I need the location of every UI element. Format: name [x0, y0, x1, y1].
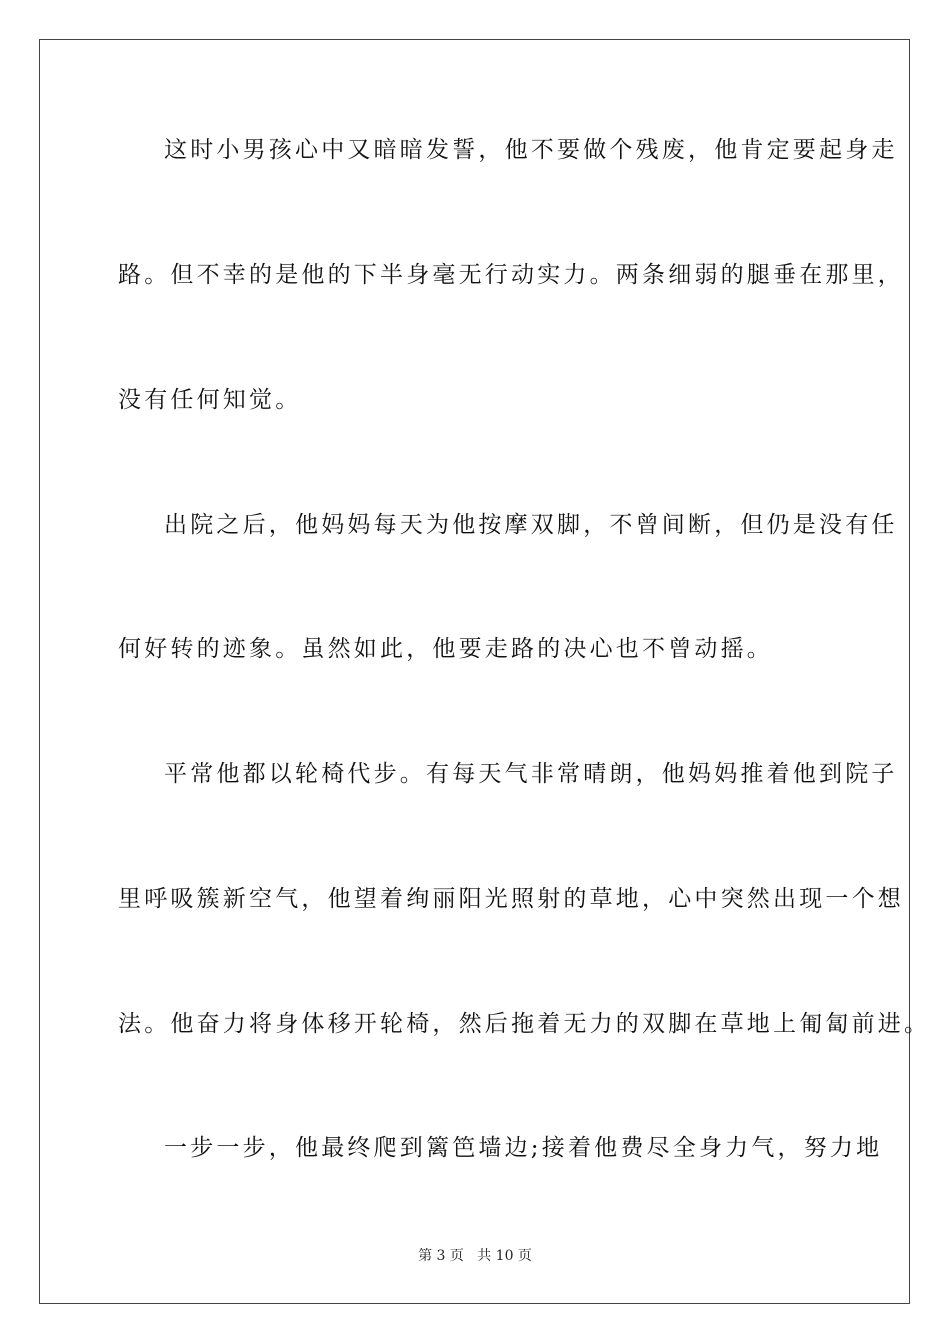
paragraph-3-line-1: 平常他都以轮椅代步。有每天气非常晴朗，他妈妈推着他到院子 — [164, 761, 898, 787]
paragraph-1-line-3: 没有任何知觉。 — [118, 387, 302, 413]
paragraph-3-line-2: 里呼吸簇新空气，他望着绚丽阳光照射的草地，心中突然出现一个想 — [118, 886, 904, 912]
paragraph-2-line-2: 何好转的迹象。虽然如此，他要走路的决心也不曾动摇。 — [118, 636, 773, 662]
paragraph-1-line-1: 这时小男孩心中又暗暗发誓，他不要做个残废，他肯定要起身走 — [164, 137, 898, 163]
page-number-footer: 第 3 页 共 10 页 — [418, 1248, 532, 1264]
page-border — [39, 39, 910, 1304]
paragraph-1-line-2: 路。但不幸的是他的下半身毫无行动实力。两条细弱的腿垂在那里， — [118, 262, 904, 288]
paragraph-4-line-1: 一步一步，他最终爬到篱笆墙边;接着他费尽全身力气，努力地 — [164, 1135, 883, 1161]
paragraph-2-line-1: 出院之后，他妈妈每天为他按摩双脚，不曾间断，但仍是没有任 — [164, 512, 898, 538]
paragraph-3-line-3: 法。他奋力将身体移开轮椅，然后拖着无力的双脚在草地上匍匐前进。 — [118, 1011, 931, 1037]
